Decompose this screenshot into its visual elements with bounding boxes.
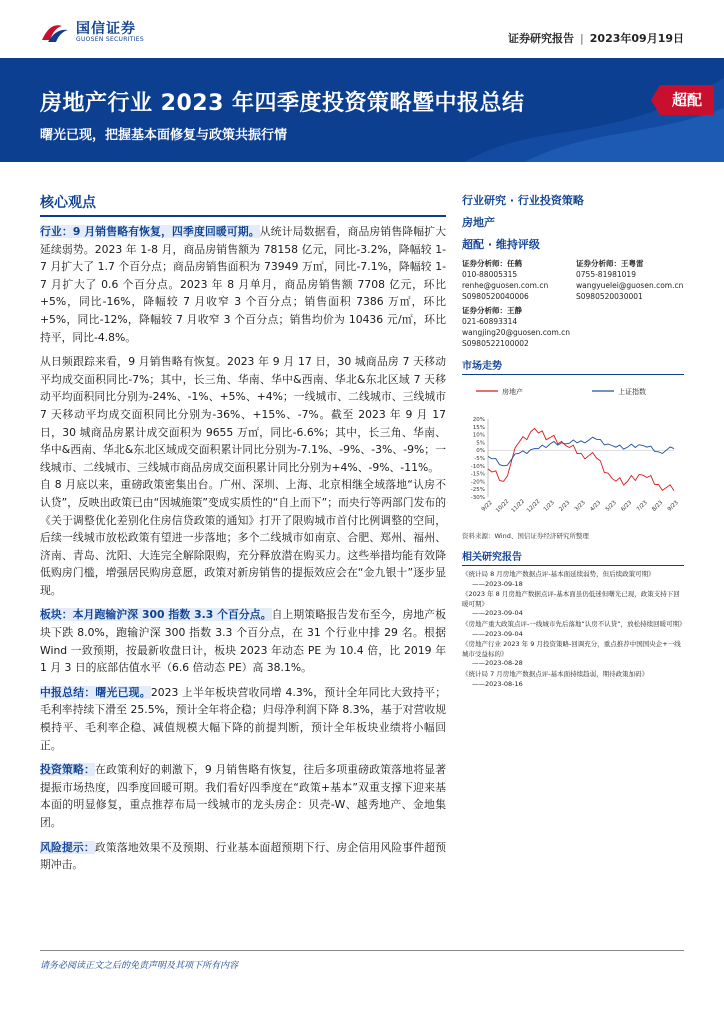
analyst-cert: S0980520040006 bbox=[462, 292, 529, 301]
legend-label: 房地产 bbox=[502, 388, 523, 396]
report-subtitle: 曙光已现，把握基本面修复与政策共振行情 bbox=[40, 128, 288, 143]
rating-line: 超配 · 维持评级 bbox=[462, 238, 540, 251]
x-tick-label: 11/22 bbox=[510, 498, 527, 515]
y-tick-label: -30% bbox=[470, 495, 485, 501]
daily-tracking-paragraph: 从日频跟踪来看，9 月销售略有恢复。2023 年 9 月 17 日，30 城商品房 7 天移动平均成交面积同比-7%；其中，长三角、华南、华中&西南、华北&东北区域 7 天移动平均面积同比分别为-24%、-1%、+5%、+4%；一线城市、二线城市、三线城市 7 天移动平均成交面积同比分别为-36%、+15%、-7%。截至 2023 年 9 月 17 日，30 城商品房累计成交面积为 9655 万㎡，同比-6.6%；其中，长三角、华南、华中&西南、华北&东北区域成交面积累计同比分别为-7.1%、-9%、-3%、-9%；一线城市、二线城市、三线城市商品房成交面积累计同比分别为+4%、-9%、-11%。 bbox=[40, 355, 446, 474]
logo-text-en: GUOSEN SECURITIES bbox=[76, 36, 145, 43]
core-views bbox=[40, 192, 446, 881]
policy-paragraph: 自 8 月底以来，重磅政策密集出台。广州、深圳、上海、北京相继全域落地“认房不认贷”，反映出政策已由“因城施策”变成实质性的“自上而下”；而央行等两部门发布的《关于调整优化差别化住房信贷政策的通知》打开了限购城市首付比例调整的空间，后续一线城市放松政策有望进一步落地；多个二线城市如南京、合肥、郑州、福州、济南、青岛、沈阳、大连完全解除限购，充分释放潜在购买力。这些举措均能有效降低购房门槛，增强居民购房意愿，政策对新房销售的提振效应会在“金九银十”逐步显现。 bbox=[40, 478, 446, 597]
footer-disclaimer: 请务必阅读正文之后的免责声明及其项下所有内容 bbox=[40, 961, 239, 971]
x-tick-label: 7/23 bbox=[635, 499, 649, 513]
y-tick-label: -15% bbox=[470, 471, 485, 478]
y-tick-label: -5% bbox=[474, 456, 485, 462]
y-tick-label: 20% bbox=[472, 417, 485, 423]
related-report-title: 《2023 年 8 月房地产数据点评-基本面虽仍低迷但曙光已现，政策支持下回暖可期》 bbox=[462, 590, 680, 608]
related-report-date: ——2023-09-04 bbox=[472, 629, 523, 638]
footer-divider bbox=[40, 950, 684, 951]
analyst-phone: 0755-81981019 bbox=[576, 270, 636, 279]
analyst-card bbox=[462, 258, 570, 349]
x-tick-label: 4/23 bbox=[589, 499, 603, 513]
market-trend-chart bbox=[462, 379, 684, 529]
risk-paragraph bbox=[40, 839, 446, 874]
risk-text: 政策落地效果不及预期、行业基本面超预期下行、房企信用风险事件超预期冲击。 bbox=[40, 840, 446, 872]
related-report-item[interactable] bbox=[462, 670, 684, 689]
rating-badge: 超配 bbox=[660, 85, 714, 115]
related-report-title: 《统计局 7 月房地产数据点评-基本面持续趋弱，期待政策加码》 bbox=[462, 669, 649, 678]
x-tick-label: 9/22 bbox=[480, 499, 494, 513]
related-report-title: 《房地产重大政策点评-一线城市先后落地“认房不认贷”，放松持续回暖可期》 bbox=[462, 619, 686, 628]
strategy-highlight: 投资策略： bbox=[40, 763, 95, 777]
x-tick-label: 10/22 bbox=[495, 498, 511, 515]
sector-highlight: 板块：本月跑输沪深 300 指数 3.3 个百分点。 bbox=[40, 608, 272, 622]
market-trend-title: 市场走势 bbox=[462, 357, 684, 375]
interim-paragraph bbox=[40, 684, 446, 754]
related-report-date: ——2023-08-16 bbox=[472, 679, 523, 688]
related-report-date: ——2023-08-28 bbox=[472, 659, 523, 668]
series-line bbox=[488, 437, 674, 466]
analyst-email[interactable]: renhe@guosen.com.cn bbox=[462, 281, 549, 290]
related-report-item[interactable] bbox=[462, 640, 684, 669]
analyst-name: 证券分析师：王粤雷 bbox=[576, 259, 644, 268]
series-line bbox=[488, 428, 674, 490]
analyst-email[interactable]: wangyuelei@guosen.com.cn bbox=[576, 281, 684, 290]
x-tick-label: 8/23 bbox=[651, 499, 665, 513]
x-tick-label: 1/23 bbox=[542, 499, 556, 513]
strategy-text: 在政策利好的刺激下，9 月销售略有恢复，往后多项重磅政策落地将显著提振市场热度，四季度回暖可期。我们看好四季度在“政策+基本”双重支撑下迎来基本面的明显修复，重点推荐布局一线城市的龙头房企：贝壳-W、越秀地产、金地集团。 bbox=[40, 763, 446, 829]
related-report-date: ——2023-09-04 bbox=[472, 609, 523, 618]
risk-highlight: 风险提示： bbox=[40, 840, 95, 854]
y-tick-label: -10% bbox=[470, 463, 485, 470]
x-tick-label: 9/23 bbox=[666, 499, 680, 513]
report-category: 行业研究 · 行业投资策略 bbox=[462, 194, 584, 207]
interim-text: 2023 上半年板块营收同增 4.3%，预计全年同比大致持平；毛利率持续下滑至 25.5%，预计全年将企稳；归母净利润下降 8.3%，基于对营收规模持平、毛利率企稳、减值规模大幅下降的前提判断，预计全年板块业绩将小幅回正。 bbox=[40, 685, 446, 752]
report-title: 房地产行业 2023 年四季度投资策略暨中报总结 bbox=[40, 91, 525, 116]
related-report-date: ——2023-09-18 bbox=[472, 579, 523, 588]
chart-source: 资料来源：Wind、国信证券经济研究所整理 bbox=[462, 532, 589, 540]
industry-text: 从统计局数据看，商品房销售降幅扩大延续弱势。2023 年 1-8 月，商品房销售额为 78158 亿元，同比-3.2%，降幅较 1-7 月扩大了 1.7 个百分点；商品房销售面积为 73949 万㎡，同比-7.1%，降幅较 1-7 月扩大了 0.6 个百分点。2023 年 8 月单月，商品房销售额 7708 亿元，环比+5%，同比-16%，降幅较 7 月收窄 3 个百分点；销售面积 7386 万㎡，环比+5%，同比-12%，降幅较 7 月收窄 3 个百分点；销售均价为 10436 元/㎡，环比持平，同比-4.8%。 bbox=[40, 225, 446, 344]
logo-text-cn: 国信证券 bbox=[76, 21, 136, 37]
related-reports-list bbox=[462, 570, 684, 689]
trend-chart-svg bbox=[462, 379, 684, 529]
industry-highlight: 行业：9 月销售略有恢复，四季度回暖可期。 bbox=[40, 225, 260, 238]
guosen-logo bbox=[40, 20, 144, 46]
analyst-phone: 021-60893314 bbox=[462, 317, 518, 326]
related-report-item[interactable] bbox=[462, 620, 684, 639]
y-tick-label: -25% bbox=[470, 487, 485, 494]
related-report-title: 《房地产行业 2023 年 9 月投资策略-回调充分，重点推荐中国国央企+一线城市受益标的》 bbox=[462, 640, 681, 658]
x-tick-label: 6/23 bbox=[620, 499, 634, 513]
report-date: 2023年09月19日 bbox=[589, 32, 684, 45]
analyst-phone: 010-88005315 bbox=[462, 270, 518, 279]
strategy-paragraph bbox=[40, 761, 446, 831]
related-report-item[interactable] bbox=[462, 570, 684, 589]
sector-text: 自上期策略报告发布至今，房地产板块下跌 8.0%，跑输沪深 300 指数 3.3 个百分点，在 31 个行业中排 29 名。根据 Wind 一致预期，按最新收盘日计，板块 2023 年动态 PE 为 10.4 倍，比 2019 年 1 月 3 日的底部估值水平（6.6 倍动态 PE）高 38.1%。 bbox=[40, 608, 447, 675]
sidebar bbox=[462, 192, 684, 690]
core-views-title: 核心观点 bbox=[40, 192, 446, 217]
related-report-item[interactable] bbox=[462, 590, 684, 619]
report-type: 证券研究报告 bbox=[508, 32, 575, 45]
interim-highlight: 中报总结：曙光已现。 bbox=[40, 685, 151, 699]
legend-label: 上证指数 bbox=[618, 388, 646, 396]
sector-paragraph bbox=[40, 606, 446, 676]
x-tick-label: 2/23 bbox=[558, 499, 572, 513]
y-tick-label: -20% bbox=[470, 479, 485, 486]
x-tick-label: 5/23 bbox=[604, 499, 618, 513]
analyst-email[interactable]: wangjing20@guosen.com.cn bbox=[462, 328, 571, 337]
report-meta: 证券研究报告 | 2023年09月19日 bbox=[508, 32, 684, 45]
x-tick-label: 3/23 bbox=[573, 499, 587, 513]
industry-paragraph bbox=[40, 223, 446, 346]
analyst-card bbox=[576, 258, 684, 349]
y-tick-label: 15% bbox=[472, 424, 485, 431]
logo-mark-icon bbox=[40, 20, 70, 46]
related-report-title: 《统计局 8 月房地产数据点评-基本面延续弱势，但后续政策可期》 bbox=[462, 570, 655, 578]
page-header bbox=[0, 0, 724, 56]
analyst-name: 证券分析师：任鹤 bbox=[462, 259, 522, 268]
related-reports-title: 相关研究报告 bbox=[462, 548, 684, 566]
analysts-row bbox=[462, 258, 684, 349]
analyst-cert: S0980520030001 bbox=[576, 292, 643, 301]
analyst-name: 证券分析师：王静 bbox=[462, 306, 522, 315]
title-banner bbox=[0, 58, 724, 162]
analyst-cert: S0980522100002 bbox=[462, 339, 529, 348]
y-tick-label: 10% bbox=[472, 432, 485, 439]
y-tick-label: 5% bbox=[476, 440, 485, 447]
industry-name: 房地产 bbox=[462, 216, 495, 229]
y-tick-label: 0% bbox=[476, 448, 485, 455]
x-tick-label: 12/22 bbox=[526, 498, 542, 515]
